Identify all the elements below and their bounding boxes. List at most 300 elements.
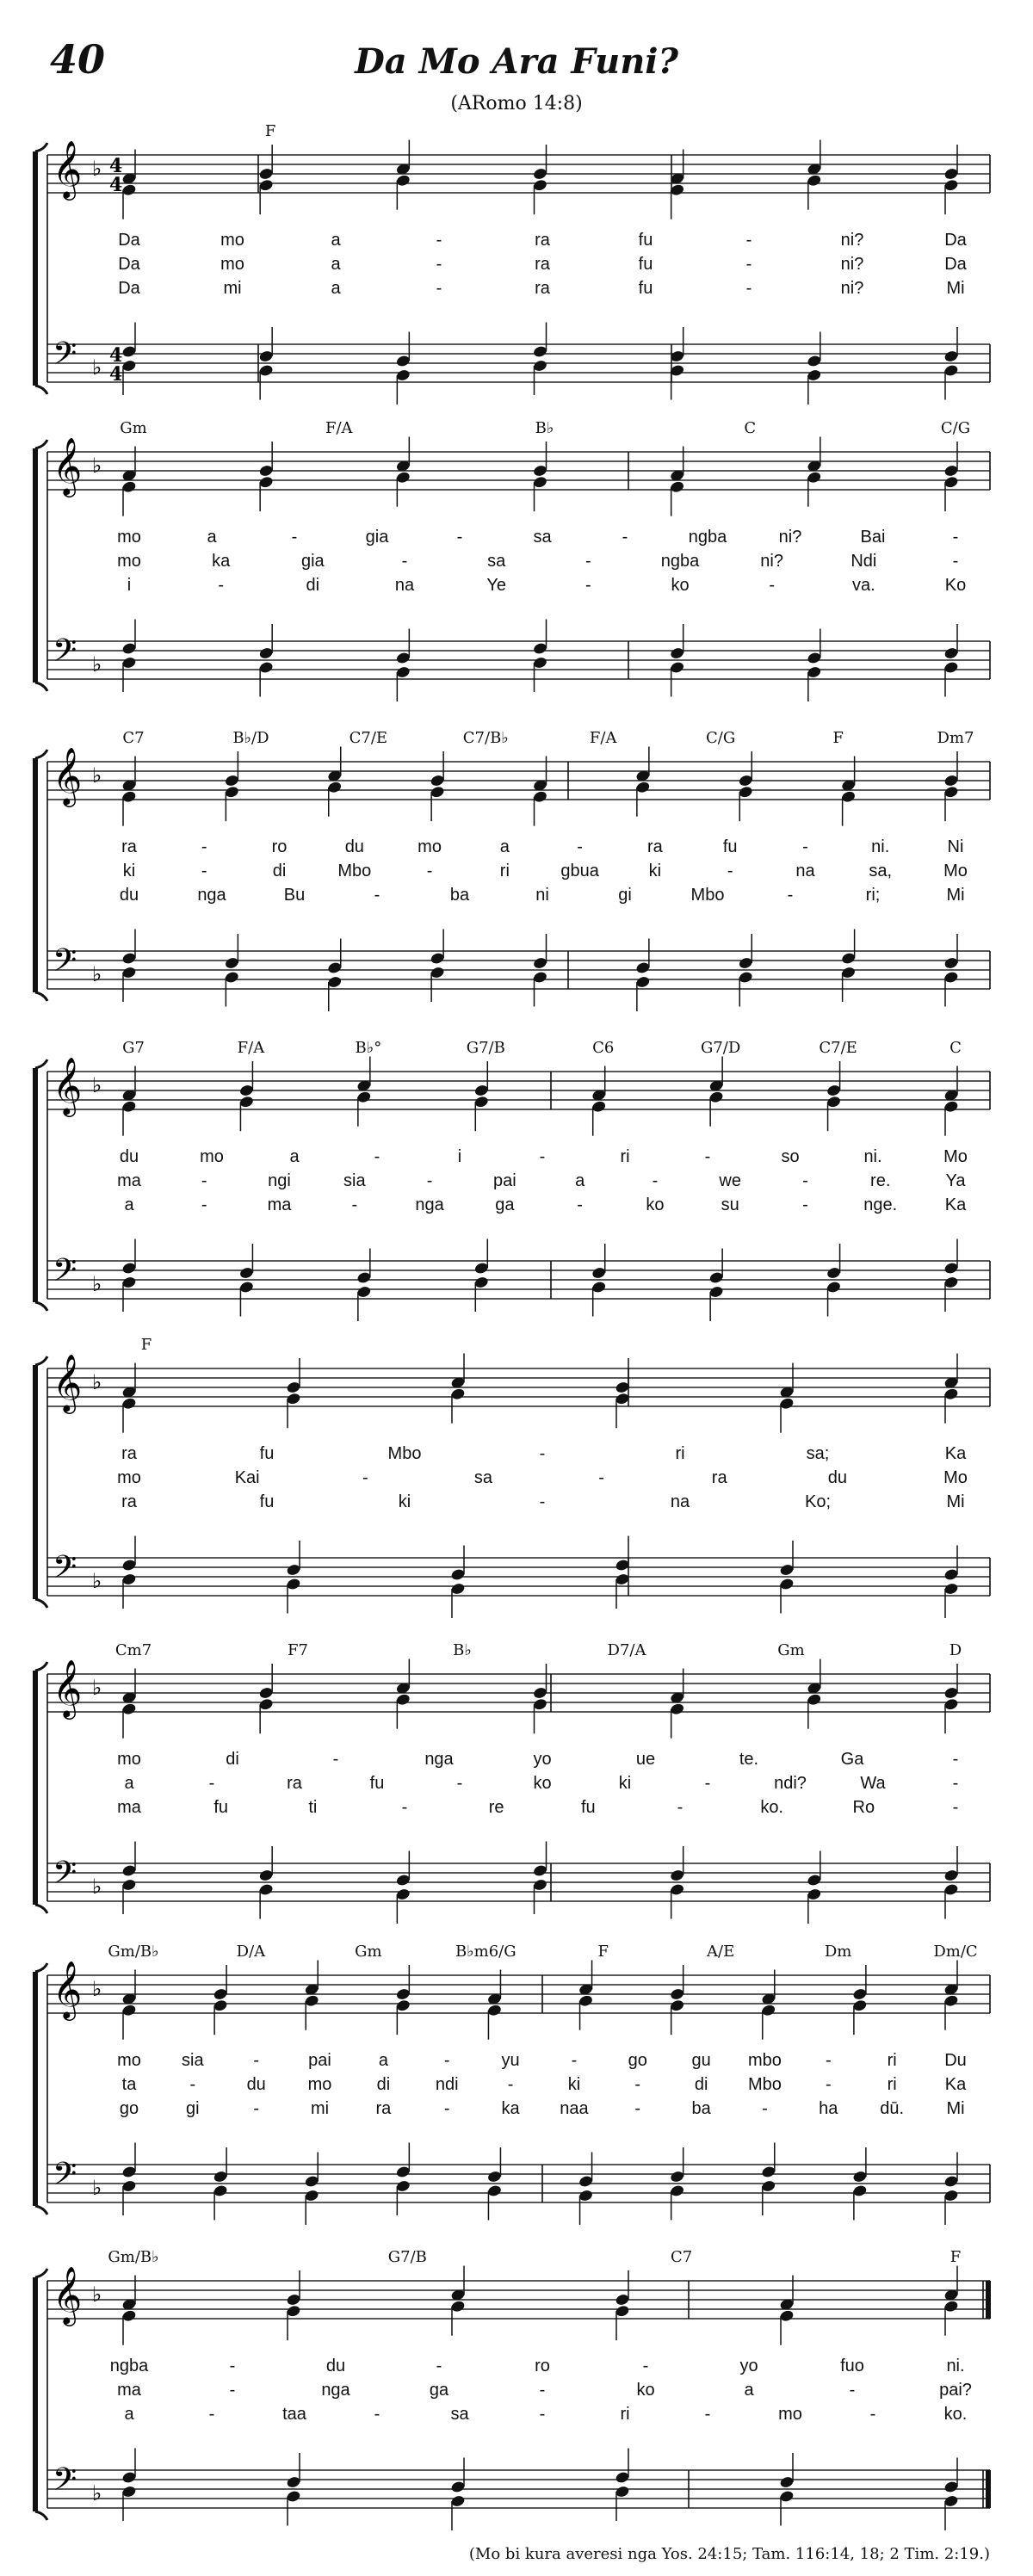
bass-clef-icon: 𝄢 bbox=[53, 2156, 77, 2200]
lyric-syllable: - bbox=[201, 837, 207, 856]
lyric-syllable: mo bbox=[117, 552, 141, 571]
lyric-syllable: - bbox=[456, 528, 463, 547]
lyric-syllable: go bbox=[628, 2051, 647, 2070]
lyric-syllable: - bbox=[704, 1774, 711, 1793]
lyric-syllable: - bbox=[539, 1147, 546, 1166]
treble-clef-icon: 𝄞 bbox=[53, 746, 83, 805]
lyric-syllable: ha bbox=[819, 2099, 838, 2118]
lyric-syllable: na bbox=[670, 1492, 690, 1511]
chord-symbol: Dm7 bbox=[937, 729, 974, 747]
lyric-syllable: pai? bbox=[939, 2381, 972, 2400]
lyric-syllable: di bbox=[306, 576, 320, 595]
lyric-syllable: Da bbox=[944, 255, 967, 274]
lyric-syllable: - bbox=[802, 1195, 808, 1214]
treble-clef-icon: 𝄞 bbox=[53, 436, 83, 495]
lyric-syllable: Mbo bbox=[690, 886, 725, 905]
lyric-syllable: a bbox=[289, 1147, 300, 1166]
lyric-syllable: ra bbox=[375, 2099, 392, 2118]
lyric-syllable: sia bbox=[182, 2051, 204, 2070]
lyric-syllable: Ga bbox=[840, 1750, 864, 1769]
lyric-syllable: ngba bbox=[109, 2357, 149, 2375]
bass-clef-icon: 𝄢 bbox=[53, 633, 77, 676]
lyric-syllable: ra bbox=[121, 837, 137, 856]
lyric-syllable: ki bbox=[567, 2075, 581, 2094]
lyric-syllable: - bbox=[332, 1750, 339, 1769]
lyric-syllable: Ko bbox=[944, 576, 967, 595]
key-signature-flat-icon: ♭ bbox=[92, 1977, 102, 2001]
lyric-syllable: - bbox=[704, 1147, 711, 1166]
lyric-syllable: - bbox=[253, 2099, 260, 2118]
lyric-syllable: - bbox=[539, 2405, 546, 2424]
lyric-syllable: Bu bbox=[283, 886, 306, 905]
lyric-syllable: Ya bbox=[945, 1171, 966, 1190]
lyric-syllable: sa, bbox=[869, 862, 893, 880]
chord-symbol: Gm/B♭ bbox=[108, 1943, 159, 1961]
lyric-syllable: ndi? bbox=[774, 1774, 807, 1793]
staff-system bbox=[0, 426, 1033, 714]
lyric-syllable: fu bbox=[259, 1444, 275, 1463]
lyric-syllable: ri bbox=[499, 862, 510, 880]
lyric-syllable: fu bbox=[580, 1798, 596, 1817]
chord-symbol: D7/A bbox=[607, 1641, 646, 1659]
lyric-syllable: Mi bbox=[946, 1492, 965, 1511]
chord-symbol: C6 bbox=[592, 1039, 615, 1057]
chord-symbol: G7/D bbox=[700, 1039, 741, 1057]
lyric-syllable: ma bbox=[117, 1798, 141, 1817]
key-signature-flat-icon: ♭ bbox=[92, 454, 102, 478]
lyric-syllable: sia bbox=[343, 1171, 366, 1190]
lyric-syllable: ra bbox=[121, 1444, 137, 1463]
treble-clef-icon: 𝄞 bbox=[53, 139, 83, 198]
key-signature-flat-icon: ♭ bbox=[92, 1073, 102, 1097]
staff-system bbox=[0, 2255, 1033, 2543]
lyric-syllable: - bbox=[952, 528, 959, 547]
chord-symbol: G7/B bbox=[466, 1039, 505, 1057]
lyric-syllable: gi bbox=[186, 2099, 200, 2118]
lyric-syllable: - bbox=[622, 528, 628, 547]
chord-symbol: A/E bbox=[707, 1943, 735, 1961]
lyric-syllable: - bbox=[374, 2405, 380, 2424]
music-system bbox=[0, 419, 1033, 714]
lyric-syllable: - bbox=[704, 2405, 711, 2424]
chord-symbol: G7 bbox=[122, 1039, 145, 1057]
lyric-syllable: - bbox=[585, 576, 591, 595]
lyric-syllable: fu bbox=[369, 1774, 385, 1793]
lyric-syllable: ti bbox=[308, 1798, 318, 1817]
lyric-syllable: Mo bbox=[943, 1468, 968, 1487]
lyric-syllable: du bbox=[246, 2075, 266, 2094]
lyric-syllable: ni. bbox=[871, 837, 890, 856]
lyric-syllable: na bbox=[394, 576, 415, 595]
lyric-syllable: Mbo bbox=[387, 1444, 422, 1463]
lyric-syllable: - bbox=[426, 862, 433, 880]
chord-symbol: B♭ bbox=[535, 419, 554, 437]
lyric-syllable: - bbox=[577, 1195, 583, 1214]
lyric-syllable: - bbox=[952, 1750, 959, 1769]
lyric-syllable: Ndi bbox=[851, 552, 877, 571]
lyric-syllable: Ko; bbox=[804, 1492, 832, 1511]
key-signature-flat-icon: ♭ bbox=[92, 1569, 102, 1593]
lyric-syllable: - bbox=[362, 1468, 368, 1487]
lyric-syllable: gu bbox=[691, 2051, 711, 2070]
staff-system bbox=[0, 1949, 1033, 2238]
lyric-syllable: Mo bbox=[943, 1147, 968, 1166]
lyric-syllable: a bbox=[331, 255, 341, 274]
treble-clef-icon: 𝄞 bbox=[53, 1659, 83, 1717]
lyric-syllable: ni? bbox=[840, 231, 864, 250]
lyric-syllable: - bbox=[642, 2357, 649, 2375]
chord-symbol: C/G bbox=[940, 419, 971, 437]
lyric-syllable: - bbox=[456, 1774, 463, 1793]
lyric-syllable: - bbox=[436, 2357, 442, 2375]
key-signature-flat-icon: ♭ bbox=[92, 763, 102, 788]
lyric-syllable: ni bbox=[535, 886, 549, 905]
chord-symbol: F bbox=[264, 122, 276, 140]
lyric-syllable: te. bbox=[739, 1750, 759, 1769]
hymn-number: 40 bbox=[50, 36, 106, 83]
chord-symbol: C bbox=[744, 419, 757, 437]
chord-symbol: C7/E bbox=[349, 729, 388, 747]
lyric-syllable: na bbox=[795, 862, 815, 880]
chord-symbol: B♭° bbox=[355, 1039, 382, 1057]
lyric-syllable: - bbox=[436, 255, 442, 274]
lyric-syllable: a bbox=[331, 279, 341, 298]
chord-symbol: F bbox=[597, 1943, 609, 1961]
lyric-syllable: Mi bbox=[946, 886, 965, 905]
lyric-syllable: taa bbox=[282, 2405, 306, 2424]
lyric-syllable: dū. bbox=[880, 2099, 905, 2118]
lyric-syllable: - bbox=[208, 1774, 215, 1793]
key-signature-flat-icon: ♭ bbox=[92, 2283, 102, 2307]
chord-symbol: Dm bbox=[824, 1943, 852, 1961]
lyric-syllable: Mi bbox=[946, 2099, 965, 2118]
lyric-syllable: - bbox=[201, 1171, 207, 1190]
lyric-syllable: i bbox=[127, 576, 132, 595]
lyric-syllable: ko bbox=[671, 576, 690, 595]
lyric-syllable: - bbox=[727, 862, 733, 880]
lyric-syllable: ka bbox=[212, 552, 231, 571]
lyric-syllable: ta bbox=[121, 2075, 137, 2094]
lyric-syllable: - bbox=[253, 2051, 260, 2070]
lyric-syllable: ma bbox=[117, 2381, 141, 2400]
chord-symbol: C7 bbox=[122, 729, 145, 747]
lyric-syllable: ra bbox=[535, 279, 550, 298]
lyric-syllable: - bbox=[436, 279, 442, 298]
lyric-syllable: du bbox=[119, 886, 139, 905]
lyric-syllable: ni? bbox=[778, 528, 802, 547]
lyric-syllable: ra bbox=[711, 1468, 727, 1487]
lyric-syllable: - bbox=[745, 231, 752, 250]
lyric-syllable: ki bbox=[122, 862, 136, 880]
lyric-syllable: - bbox=[769, 576, 775, 595]
lyric-syllable: ko bbox=[533, 1774, 552, 1793]
lyric-syllable: sa bbox=[533, 528, 552, 547]
lyric-syllable: - bbox=[762, 2099, 768, 2118]
lyric-syllable: gia bbox=[365, 528, 389, 547]
lyric-syllable: fuo bbox=[840, 2357, 864, 2375]
music-system bbox=[0, 122, 1033, 417]
lyric-syllable: mo bbox=[117, 1750, 141, 1769]
treble-clef-icon: 𝄞 bbox=[53, 1353, 83, 1412]
lyric-syllable: Mbo bbox=[337, 862, 372, 880]
chord-symbol: C/G bbox=[706, 729, 736, 747]
lyric-syllable: mo bbox=[220, 231, 244, 250]
lyric-syllable: ro bbox=[535, 2357, 550, 2375]
lyric-syllable: ba bbox=[449, 886, 470, 905]
lyric-syllable: pai bbox=[308, 2051, 331, 2070]
lyric-syllable: ko. bbox=[943, 2405, 968, 2424]
lyric-syllable: ma bbox=[267, 1195, 292, 1214]
scripture-reference: (ARomo 14:8) bbox=[450, 93, 583, 114]
treble-clef-icon: 𝄞 bbox=[53, 2265, 83, 2324]
lyric-syllable: a bbox=[331, 231, 341, 250]
lyric-syllable: - bbox=[825, 2075, 832, 2094]
treble-clef-icon: 𝄞 bbox=[53, 1960, 83, 2018]
bass-clef-icon: 𝄢 bbox=[53, 942, 77, 986]
lyric-syllable: Ka bbox=[944, 1444, 967, 1463]
chord-symbol: B♭/D bbox=[232, 729, 269, 747]
lyric-syllable: - bbox=[825, 2051, 832, 2070]
lyric-syllable: Ni bbox=[947, 837, 964, 856]
lyric-syllable: ga bbox=[495, 1195, 515, 1214]
lyric-syllable: fu bbox=[638, 255, 653, 274]
lyric-syllable: di bbox=[376, 2075, 391, 2094]
lyric-syllable: di bbox=[694, 2075, 708, 2094]
lyric-syllable: Ye bbox=[486, 576, 506, 595]
chord-symbol: F bbox=[140, 1336, 152, 1354]
lyric-syllable: - bbox=[218, 576, 224, 595]
chord-symbol: F/A bbox=[325, 419, 353, 437]
lyric-syllable: - bbox=[229, 2381, 236, 2400]
lyric-syllable: ko bbox=[636, 2381, 655, 2400]
lyric-syllable: - bbox=[952, 552, 959, 571]
music-system bbox=[0, 2248, 1033, 2543]
lyric-syllable: di bbox=[226, 1750, 239, 1769]
lyric-syllable: a bbox=[124, 1195, 134, 1214]
lyric-syllable: - bbox=[745, 279, 752, 298]
lyric-syllable: a bbox=[499, 837, 510, 856]
lyric-syllable: - bbox=[351, 1195, 358, 1214]
music-system bbox=[0, 729, 1033, 1024]
lyric-syllable: ba bbox=[691, 2099, 711, 2118]
lyric-syllable: ni. bbox=[863, 1147, 882, 1166]
lyric-syllable: a bbox=[575, 1171, 585, 1190]
lyric-syllable: mo bbox=[778, 2405, 802, 2424]
lyric-syllable: a bbox=[124, 1774, 134, 1793]
lyric-syllable: Du bbox=[944, 2051, 967, 2070]
lyric-syllable: - bbox=[539, 1444, 546, 1463]
lyric-syllable: du bbox=[827, 1468, 847, 1487]
key-signature-flat-icon: ♭ bbox=[92, 157, 102, 181]
lyric-syllable: - bbox=[401, 552, 408, 571]
lyric-syllable: Mbo bbox=[748, 2075, 782, 2094]
lyric-syllable: mo bbox=[200, 1147, 224, 1166]
lyric-syllable: gia bbox=[300, 552, 325, 571]
lyric-syllable: ni? bbox=[840, 255, 864, 274]
lyric-syllable: ra bbox=[121, 1492, 137, 1511]
lyric-syllable: ni? bbox=[760, 552, 784, 571]
lyric-syllable: Da bbox=[118, 279, 140, 298]
lyric-syllable: ri bbox=[675, 1444, 685, 1463]
key-signature-flat-icon: ♭ bbox=[92, 355, 102, 380]
lyric-syllable: ka bbox=[501, 2099, 520, 2118]
lyric-syllable: ko. bbox=[760, 1798, 783, 1817]
lyric-syllable: ri bbox=[620, 2405, 630, 2424]
lyric-syllable: a bbox=[124, 2405, 134, 2424]
lyric-syllable: Mo bbox=[943, 862, 968, 880]
bass-clef-icon: 𝄢 bbox=[53, 1549, 77, 1593]
lyric-syllable: - bbox=[401, 1798, 408, 1817]
key-signature-flat-icon: ♭ bbox=[92, 1875, 102, 1899]
lyric-syllable: ro bbox=[271, 837, 288, 856]
key-signature-flat-icon: ♭ bbox=[92, 1272, 102, 1296]
key-signature-flat-icon: ♭ bbox=[92, 2176, 102, 2200]
lyric-syllable: - bbox=[507, 2075, 514, 2094]
key-signature-flat-icon: ♭ bbox=[92, 652, 102, 676]
lyric-syllable: mo bbox=[220, 255, 244, 274]
lyric-syllable: fu bbox=[722, 837, 738, 856]
lyric-syllable: - bbox=[229, 2357, 236, 2375]
chord-symbol: Dm/C bbox=[933, 1943, 978, 1961]
lyric-syllable: sa; bbox=[806, 1444, 830, 1463]
lyric-syllable: Da bbox=[118, 255, 140, 274]
lyric-syllable: - bbox=[634, 2075, 641, 2094]
lyric-syllable: - bbox=[745, 255, 752, 274]
chord-symbol: C7 bbox=[671, 2248, 693, 2266]
lyric-syllable: we bbox=[719, 1171, 741, 1190]
lyric-syllable: - bbox=[869, 2405, 876, 2424]
lyric-syllable: mbo bbox=[748, 2051, 782, 2070]
time-signature: 4 bbox=[109, 174, 123, 196]
lyric-syllable: nge. bbox=[863, 1195, 898, 1214]
lyric-syllable: ri bbox=[620, 1147, 630, 1166]
lyric-syllable: - bbox=[374, 886, 380, 905]
lyric-syllable: sa bbox=[473, 1468, 492, 1487]
chord-symbol: F/A bbox=[237, 1039, 265, 1057]
lyric-syllable: gi bbox=[618, 886, 632, 905]
hymn-title: Da Mo Ara Funi? bbox=[355, 41, 678, 82]
lyric-syllable: - bbox=[208, 2405, 215, 2424]
lyric-syllable: - bbox=[677, 1798, 684, 1817]
lyric-syllable: a bbox=[378, 2051, 388, 2070]
lyric-syllable: Ka bbox=[944, 2075, 967, 2094]
lyric-syllable: nga bbox=[321, 2381, 350, 2400]
lyric-syllable: nga bbox=[197, 886, 226, 905]
chord-symbol: F7 bbox=[288, 1641, 308, 1659]
lyric-syllable: a bbox=[207, 528, 217, 547]
lyric-syllable: mo bbox=[418, 837, 442, 856]
music-system bbox=[0, 1336, 1033, 1631]
chord-symbol: F bbox=[949, 2248, 962, 2266]
lyric-syllable: go bbox=[119, 2099, 139, 2118]
lyric-syllable: pai bbox=[493, 1171, 516, 1190]
lyric-syllable: mo bbox=[307, 2075, 332, 2094]
lyric-syllable: Ka bbox=[944, 1195, 967, 1214]
key-signature-flat-icon: ♭ bbox=[92, 2481, 102, 2505]
lyric-syllable: mi bbox=[223, 279, 242, 298]
lyric-syllable: ra bbox=[535, 231, 550, 250]
lyric-syllable: Ro bbox=[852, 1798, 875, 1817]
lyric-syllable: Kai bbox=[234, 1468, 260, 1487]
lyric-syllable: i bbox=[457, 1147, 462, 1166]
lyric-syllable: va. bbox=[851, 576, 875, 595]
chord-symbol: F/A bbox=[589, 729, 617, 747]
lyric-syllable: ni? bbox=[840, 279, 864, 298]
chord-symbol: G7/B bbox=[387, 2248, 427, 2266]
lyric-syllable: - bbox=[436, 231, 442, 250]
chord-symbol: Gm bbox=[777, 1641, 805, 1659]
bass-clef-icon: 𝄢 bbox=[53, 1252, 77, 1296]
lyric-syllable: nga bbox=[415, 1195, 444, 1214]
lyric-syllable: - bbox=[787, 886, 794, 905]
lyric-syllable: re bbox=[488, 1798, 504, 1817]
lyric-syllable: - bbox=[426, 1171, 433, 1190]
staff-system bbox=[0, 129, 1033, 417]
lyric-syllable: mo bbox=[117, 528, 141, 547]
chord-symbol: Cm7 bbox=[114, 1641, 152, 1659]
chord-symbol: Gm bbox=[355, 1943, 382, 1961]
bass-clef-icon: 𝄢 bbox=[53, 2462, 77, 2505]
lyric-syllable: Mi bbox=[946, 279, 965, 298]
time-signature: 4 bbox=[109, 155, 123, 177]
lyric-syllable: gbua bbox=[560, 862, 599, 880]
lyric-syllable: re. bbox=[870, 1171, 891, 1190]
bass-clef-icon: 𝄢 bbox=[53, 1855, 77, 1899]
lyric-syllable: - bbox=[652, 1171, 659, 1190]
lyric-syllable: ki bbox=[398, 1492, 411, 1511]
lyric-syllable: ni. bbox=[946, 2357, 965, 2375]
lyric-syllable: a bbox=[744, 2381, 754, 2400]
lyric-syllable: - bbox=[577, 837, 583, 856]
lyric-syllable: - bbox=[952, 1774, 959, 1793]
key-signature-flat-icon: ♭ bbox=[92, 1676, 102, 1700]
chord-symbol: B♭ bbox=[453, 1641, 472, 1659]
chord-symbol: C7/B♭ bbox=[462, 729, 509, 747]
lyric-syllable: ga bbox=[429, 2381, 449, 2400]
lyric-syllable: - bbox=[802, 837, 808, 856]
lyric-syllable: naa bbox=[560, 2099, 589, 2118]
lyric-syllable: yo bbox=[533, 1750, 552, 1769]
lyric-syllable: ngba bbox=[660, 552, 700, 571]
lyric-syllable: ra bbox=[287, 1774, 302, 1793]
lyric-syllable: - bbox=[201, 862, 207, 880]
lyric-syllable: fu bbox=[638, 279, 653, 298]
lyric-syllable: yo bbox=[739, 2357, 758, 2375]
time-signature: 4 bbox=[109, 344, 123, 367]
chord-symbol: Gm bbox=[120, 419, 147, 437]
lyric-syllable: ngi bbox=[268, 1171, 291, 1190]
footer-references: (Mo bi kura averesi nga Yos. 24:15; Tam. 116:14, 18; 2 Tim. 2:19.) bbox=[468, 2545, 990, 2563]
lyric-syllable: ko bbox=[646, 1195, 665, 1214]
lyric-syllable: mi bbox=[310, 2099, 330, 2118]
lyric-syllable: du bbox=[344, 837, 364, 856]
chord-symbol: D bbox=[949, 1641, 962, 1659]
lyric-syllable: - bbox=[443, 2099, 450, 2118]
lyric-syllable: - bbox=[443, 2051, 450, 2070]
lyric-syllable: so bbox=[781, 1147, 800, 1166]
treble-clef-icon: 𝄞 bbox=[53, 1056, 83, 1115]
lyric-syllable: du bbox=[119, 1147, 139, 1166]
chord-symbol: F bbox=[832, 729, 844, 747]
lyric-syllable: - bbox=[201, 1195, 207, 1214]
lyric-syllable: Bai bbox=[860, 528, 886, 547]
lyric-syllable: mo bbox=[117, 1468, 141, 1487]
lyric-syllable: - bbox=[571, 2051, 578, 2070]
lyric-syllable: - bbox=[952, 1798, 959, 1817]
lyric-syllable: ngba bbox=[688, 528, 727, 547]
lyric-syllable: fu bbox=[638, 231, 653, 250]
lyric-syllable: ki bbox=[648, 862, 662, 880]
